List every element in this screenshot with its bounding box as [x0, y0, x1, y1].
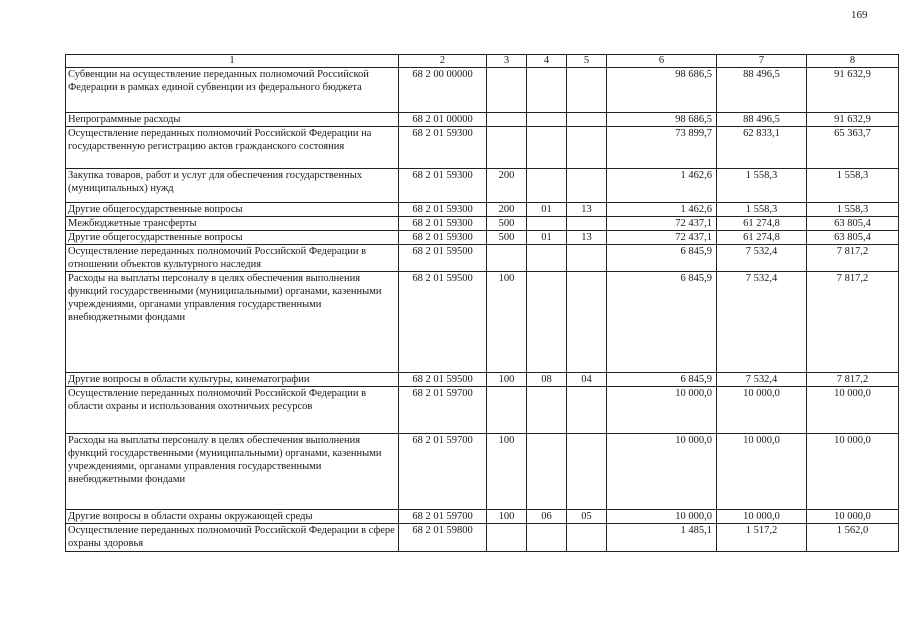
code-cell: 68 2 01 59300: [399, 203, 487, 217]
value-col6-cell: 10 000,0: [607, 434, 717, 510]
value-col6-cell: 73 899,7: [607, 127, 717, 169]
value-col7-cell: 1 558,3: [717, 169, 807, 203]
name-cell: Субвенции на осуществление переданных полномочий Российской Федерации в рамках единой субвенции из федерального бюджета: [66, 68, 399, 113]
header-cell: 4: [527, 55, 567, 68]
col4-cell: 01: [527, 231, 567, 245]
col4-cell: [527, 245, 567, 272]
value-col8-cell: 1 558,3: [807, 203, 899, 217]
name-cell: Расходы на выплаты персоналу в целях обеспечения выполнения функций государственными (муниципальными) органами, казенными учреждениями, органами управления государственными внебюджетными фондами: [66, 272, 399, 373]
header-cell: 3: [487, 55, 527, 68]
col4-cell: 06: [527, 510, 567, 524]
header-cell: 6: [607, 55, 717, 68]
name-cell: Непрограммные расходы: [66, 113, 399, 127]
table-row: [66, 434, 899, 510]
name-cell: Другие вопросы в области охраны окружающей среды: [66, 510, 399, 524]
value-col6-cell: 1 462,6: [607, 203, 717, 217]
value-col6-cell: 6 845,9: [607, 373, 717, 387]
value-col7-cell: 10 000,0: [717, 434, 807, 510]
name-cell: Расходы на выплаты персоналу в целях обеспечения выполнения функций государственными (муниципальными) органами, казенными учреждениями, органами управления государственными внебюджетными фондами: [66, 434, 399, 510]
header-cell: 5: [567, 55, 607, 68]
value-col6-cell: 98 686,5: [607, 113, 717, 127]
code-cell: 68 2 00 00000: [399, 68, 487, 113]
code-cell: 68 2 01 00000: [399, 113, 487, 127]
col5-cell: [567, 68, 607, 113]
value-col6-cell: 72 437,1: [607, 217, 717, 231]
col5-cell: [567, 245, 607, 272]
name-cell: Другие вопросы в области культуры, кинематографии: [66, 373, 399, 387]
table-row: [66, 113, 899, 127]
col5-cell: 04: [567, 373, 607, 387]
col3-cell: 100: [487, 510, 527, 524]
name-cell: Осуществление переданных полномочий Российской Федерации на государственную регистрацию актов гражданского состояния: [66, 127, 399, 169]
code-cell: 68 2 01 59700: [399, 387, 487, 434]
value-col8-cell: 63 805,4: [807, 231, 899, 245]
col4-cell: [527, 434, 567, 510]
header-cell: 2: [399, 55, 487, 68]
col3-cell: 500: [487, 217, 527, 231]
col3-cell: 500: [487, 231, 527, 245]
col5-cell: [567, 127, 607, 169]
value-col7-cell: 88 496,5: [717, 113, 807, 127]
code-cell: 68 2 01 59300: [399, 169, 487, 203]
value-col8-cell: 7 817,2: [807, 272, 899, 373]
col4-cell: 01: [527, 203, 567, 217]
value-col8-cell: 10 000,0: [807, 387, 899, 434]
value-col7-cell: 1 517,2: [717, 524, 807, 552]
col4-cell: [527, 387, 567, 434]
value-col7-cell: 61 274,8: [717, 217, 807, 231]
value-col7-cell: 7 532,4: [717, 272, 807, 373]
value-col8-cell: 7 817,2: [807, 373, 899, 387]
col3-cell: [487, 127, 527, 169]
col3-cell: [487, 113, 527, 127]
code-cell: 68 2 01 59300: [399, 217, 487, 231]
table-row: [66, 373, 899, 387]
name-cell: Осуществление переданных полномочий Российской Федерации в сфере охраны здоровья: [66, 524, 399, 552]
table-row: [66, 524, 899, 552]
name-cell: Осуществление переданных полномочий Российской Федерации в области охраны и использования охотничьих ресурсов: [66, 387, 399, 434]
col5-cell: [567, 434, 607, 510]
table-row: [66, 510, 899, 524]
col4-cell: [527, 169, 567, 203]
header-cell: 8: [807, 55, 899, 68]
table-row: [66, 203, 899, 217]
value-col8-cell: 91 632,9: [807, 113, 899, 127]
name-cell: Осуществление переданных полномочий Российской Федерации в отношении объектов культурного наследия: [66, 245, 399, 272]
col3-cell: [487, 387, 527, 434]
col3-cell: [487, 245, 527, 272]
col5-cell: [567, 387, 607, 434]
value-col7-cell: 7 532,4: [717, 373, 807, 387]
value-col8-cell: 7 817,2: [807, 245, 899, 272]
value-col8-cell: 65 363,7: [807, 127, 899, 169]
col4-cell: [527, 272, 567, 373]
col3-cell: [487, 68, 527, 113]
name-cell: Другие общегосударственные вопросы: [66, 231, 399, 245]
col3-cell: 100: [487, 373, 527, 387]
value-col7-cell: 62 833,1: [717, 127, 807, 169]
value-col6-cell: 1 462,6: [607, 169, 717, 203]
table-row: [66, 231, 899, 245]
table-row: [66, 272, 899, 373]
col5-cell: [567, 272, 607, 373]
value-col6-cell: 6 845,9: [607, 245, 717, 272]
col3-cell: [487, 524, 527, 552]
value-col8-cell: 10 000,0: [807, 434, 899, 510]
code-cell: 68 2 01 59700: [399, 510, 487, 524]
budget-table: [65, 54, 899, 552]
col5-cell: 05: [567, 510, 607, 524]
value-col7-cell: 61 274,8: [717, 231, 807, 245]
value-col8-cell: 1 562,0: [807, 524, 899, 552]
value-col7-cell: 88 496,5: [717, 68, 807, 113]
col5-cell: [567, 113, 607, 127]
value-col7-cell: 7 532,4: [717, 245, 807, 272]
col4-cell: [527, 524, 567, 552]
col4-cell: [527, 127, 567, 169]
value-col7-cell: 10 000,0: [717, 387, 807, 434]
value-col6-cell: 10 000,0: [607, 510, 717, 524]
value-col6-cell: 10 000,0: [607, 387, 717, 434]
value-col7-cell: 1 558,3: [717, 203, 807, 217]
header-cell: 7: [717, 55, 807, 68]
col5-cell: 13: [567, 203, 607, 217]
col4-cell: [527, 217, 567, 231]
header-cell: 1: [66, 55, 399, 68]
col3-cell: 100: [487, 272, 527, 373]
table-row: [66, 127, 899, 169]
name-cell: Другие общегосударственные вопросы: [66, 203, 399, 217]
code-cell: 68 2 01 59800: [399, 524, 487, 552]
value-col8-cell: 63 805,4: [807, 217, 899, 231]
col4-cell: [527, 113, 567, 127]
code-cell: 68 2 01 59700: [399, 434, 487, 510]
code-cell: 68 2 01 59500: [399, 245, 487, 272]
value-col6-cell: 98 686,5: [607, 68, 717, 113]
table-row: [66, 245, 899, 272]
table-row: [66, 387, 899, 434]
value-col8-cell: 10 000,0: [807, 510, 899, 524]
col5-cell: [567, 524, 607, 552]
col5-cell: 13: [567, 231, 607, 245]
col3-cell: 200: [487, 169, 527, 203]
col5-cell: [567, 217, 607, 231]
value-col8-cell: 91 632,9: [807, 68, 899, 113]
table-row: [66, 217, 899, 231]
col5-cell: [567, 169, 607, 203]
page-number: 169: [851, 9, 868, 21]
value-col7-cell: 10 000,0: [717, 510, 807, 524]
value-col6-cell: 1 485,1: [607, 524, 717, 552]
name-cell: Закупка товаров, работ и услуг для обеспечения государственных (муниципальных) нужд: [66, 169, 399, 203]
col4-cell: [527, 68, 567, 113]
code-cell: 68 2 01 59500: [399, 272, 487, 373]
value-col6-cell: 72 437,1: [607, 231, 717, 245]
col3-cell: 100: [487, 434, 527, 510]
col4-cell: 08: [527, 373, 567, 387]
name-cell: Межбюджетные трансферты: [66, 217, 399, 231]
value-col6-cell: 6 845,9: [607, 272, 717, 373]
header-row: [66, 55, 899, 68]
table-row: [66, 68, 899, 113]
value-col8-cell: 1 558,3: [807, 169, 899, 203]
code-cell: 68 2 01 59500: [399, 373, 487, 387]
code-cell: 68 2 01 59300: [399, 231, 487, 245]
table-row: [66, 169, 899, 203]
code-cell: 68 2 01 59300: [399, 127, 487, 169]
col3-cell: 200: [487, 203, 527, 217]
